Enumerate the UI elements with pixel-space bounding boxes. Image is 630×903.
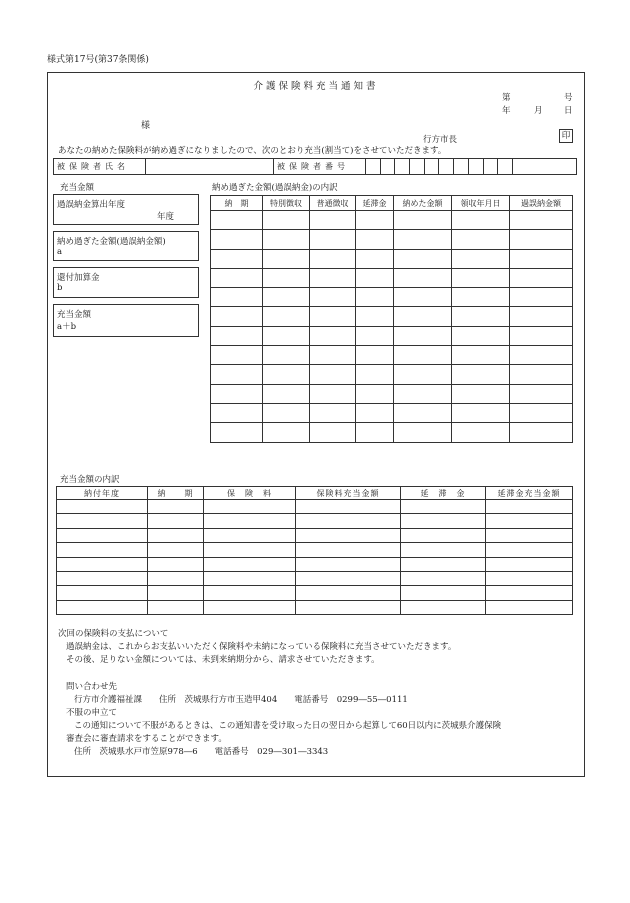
overpayment-heading: 納め過ぎた金額(過誤納金)の内訳 [212, 183, 338, 193]
notice-frame [47, 72, 585, 777]
overpayment-row [211, 268, 573, 287]
col-header: 領収年月日 [452, 196, 510, 211]
breakdown-cell[interactable] [296, 600, 401, 614]
overpayment-cell[interactable] [310, 423, 356, 442]
breakdown-cell[interactable] [57, 514, 148, 528]
number-go: 号 [564, 93, 573, 103]
col-header: 延滞金充当金額 [486, 487, 573, 500]
overpayment-cell[interactable] [263, 230, 310, 249]
col-header: 過誤納金額 [510, 196, 573, 211]
insured-number-digit[interactable] [366, 159, 381, 175]
date-month: 月 [534, 106, 543, 116]
breakdown-row [57, 586, 573, 600]
breakdown-cell[interactable] [486, 500, 573, 514]
breakdown-heading: 充当金額の内訳 [60, 475, 120, 485]
overpayment-cell[interactable] [510, 346, 573, 365]
overpayment-cell[interactable] [310, 307, 356, 326]
breakdown-cell[interactable] [204, 586, 296, 600]
insured-number-digit[interactable] [468, 159, 483, 175]
breakdown-row [57, 543, 573, 557]
insured-number-digit[interactable] [483, 159, 498, 175]
intro-text: あなたの納めた保険料が納め過ぎになりましたので、次のとおり充当(割当て)をさせていただきます。 [58, 146, 447, 156]
breakdown-cell[interactable] [148, 514, 204, 528]
overpayment-cell[interactable] [452, 403, 510, 422]
refund-addition-box [53, 267, 199, 298]
addressee-suffix: 様 [141, 121, 151, 131]
overpayment-row [211, 403, 573, 422]
overpayment-row [211, 423, 573, 442]
overpayment-table [210, 195, 573, 443]
overpayment-cell[interactable] [356, 346, 394, 365]
overpayment-cell[interactable] [310, 384, 356, 403]
overpayment-cell[interactable] [452, 346, 510, 365]
overpayment-cell[interactable] [310, 365, 356, 384]
breakdown-row [57, 500, 573, 514]
breakdown-cell[interactable] [204, 500, 296, 514]
breakdown-cell[interactable] [486, 600, 573, 614]
overpayment-cell[interactable] [452, 307, 510, 326]
breakdown-cell[interactable] [486, 528, 573, 542]
overpayment-cell[interactable] [510, 211, 573, 230]
overpayment-cell[interactable] [452, 423, 510, 442]
overpayment-cell[interactable] [310, 403, 356, 422]
form-id: 様式第17号(第37条関係) [47, 55, 149, 65]
breakdown-cell[interactable] [401, 500, 486, 514]
overpayment-cell[interactable] [263, 326, 310, 345]
overpaid-amount-box [53, 231, 199, 261]
seal-stamp: 印 [559, 129, 573, 143]
overpayment-cell[interactable] [452, 384, 510, 403]
overpayment-cell[interactable] [356, 268, 394, 287]
breakdown-cell[interactable] [296, 586, 401, 600]
overpayment-cell[interactable] [263, 307, 310, 326]
overpayment-row [211, 288, 573, 307]
breakdown-cell[interactable] [204, 514, 296, 528]
overpayment-cell[interactable] [211, 268, 263, 287]
overpayment-row [211, 230, 573, 249]
breakdown-row [57, 600, 573, 614]
contact-line: 行方市介護福祉課 住所 茨城県行方市玉造甲404 電話番号 0299―55―0111 [74, 695, 408, 705]
overpayment-cell[interactable] [263, 403, 310, 422]
overpayment-cell[interactable] [211, 365, 263, 384]
breakdown-cell[interactable] [296, 528, 401, 542]
overpayment-cell[interactable] [263, 288, 310, 307]
overpayment-cell[interactable] [356, 365, 394, 384]
overpayment-cell[interactable] [310, 211, 356, 230]
overpayment-cell[interactable] [394, 288, 452, 307]
insured-number-digit[interactable] [380, 159, 395, 175]
overpayment-cell[interactable] [263, 365, 310, 384]
overpayment-cell[interactable] [356, 384, 394, 403]
breakdown-cell[interactable] [57, 528, 148, 542]
col-header: 納 期 [211, 196, 263, 211]
overpayment-cell[interactable] [211, 326, 263, 345]
breakdown-cell[interactable] [148, 557, 204, 571]
allocation-total-formula: a＋b [57, 322, 77, 332]
calc-year-unit: 年度 [157, 212, 175, 222]
overpayment-cell[interactable] [356, 423, 394, 442]
overpayment-cell[interactable] [394, 268, 452, 287]
breakdown-cell[interactable] [296, 557, 401, 571]
breakdown-cell[interactable] [296, 514, 401, 528]
breakdown-cell[interactable] [401, 571, 486, 585]
overpayment-row [211, 211, 573, 230]
overpayment-cell[interactable] [211, 384, 263, 403]
allocation-total-box [53, 304, 199, 337]
overpayment-cell[interactable] [211, 288, 263, 307]
breakdown-cell[interactable] [148, 528, 204, 542]
overpayment-cell[interactable] [452, 211, 510, 230]
overpayment-cell[interactable] [263, 346, 310, 365]
next-payment-line: 過誤納金は、これからお支払いいただく保険料や未納になっている保険料に充当させていただきます。 [66, 642, 457, 652]
next-payment-notes [58, 628, 456, 667]
number-dai: 第 [502, 93, 511, 103]
allocation-total-label: 充当金額 [57, 310, 92, 320]
overpayment-cell[interactable] [394, 249, 452, 268]
breakdown-cell[interactable] [204, 571, 296, 585]
overpayment-cell[interactable] [394, 211, 452, 230]
insured-number-digit[interactable] [395, 159, 410, 175]
overpayment-cell[interactable] [310, 288, 356, 307]
overpayment-row [211, 249, 573, 268]
breakdown-cell[interactable] [486, 557, 573, 571]
breakdown-cell[interactable] [204, 557, 296, 571]
breakdown-cell[interactable] [296, 500, 401, 514]
contact-heading: 問い合わせ先 [66, 682, 118, 692]
breakdown-cell[interactable] [401, 600, 486, 614]
overpayment-cell[interactable] [510, 384, 573, 403]
breakdown-cell[interactable] [204, 543, 296, 557]
breakdown-cell[interactable] [296, 571, 401, 585]
overpayment-cell[interactable] [394, 403, 452, 422]
overpayment-cell[interactable] [211, 423, 263, 442]
col-header: 普通徴収 [310, 196, 356, 211]
overpayment-cell[interactable] [510, 288, 573, 307]
breakdown-cell[interactable] [401, 557, 486, 571]
overpayment-row [211, 365, 573, 384]
breakdown-cell[interactable] [296, 543, 401, 557]
insured-ident-table [53, 158, 577, 175]
overpayment-cell[interactable] [452, 249, 510, 268]
overpayment-cell[interactable] [356, 288, 394, 307]
refund-addition-label: 還付加算金 [57, 273, 100, 283]
breakdown-cell[interactable] [57, 500, 148, 514]
overpayment-cell[interactable] [394, 230, 452, 249]
overpayment-cell[interactable] [211, 230, 263, 249]
overpayment-cell[interactable] [310, 326, 356, 345]
overpayment-cell[interactable] [211, 403, 263, 422]
overpayment-cell[interactable] [356, 230, 394, 249]
insured-number-digit[interactable] [410, 159, 425, 175]
overpayment-row [211, 307, 573, 326]
breakdown-cell[interactable] [401, 528, 486, 542]
overpayment-cell[interactable] [510, 365, 573, 384]
date-year: 年 [502, 106, 511, 116]
col-header: 特別徴収 [263, 196, 310, 211]
allocation-amount-heading: 充当金額 [60, 183, 95, 193]
next-payment-line: その後、足りない金額については、未到来納期分から、請求させていただきます。 [66, 655, 380, 665]
breakdown-cell[interactable] [401, 543, 486, 557]
calc-year-box [53, 194, 199, 225]
overpayment-row [211, 326, 573, 345]
insured-name-field[interactable] [146, 159, 274, 175]
overpayment-cell[interactable] [452, 326, 510, 345]
overpaid-amount-label: 納め過ぎた金額(過誤納金額) [57, 237, 166, 247]
contact-notes [58, 681, 501, 759]
col-header: 保険料充当金額 [296, 487, 401, 500]
overpaid-amount-mark: a [57, 247, 63, 257]
breakdown-cell[interactable] [204, 600, 296, 614]
overpayment-cell[interactable] [211, 211, 263, 230]
overpayment-cell[interactable] [510, 423, 573, 442]
insured-number-digit[interactable] [454, 159, 469, 175]
overpayment-cell[interactable] [452, 365, 510, 384]
overpayment-cell[interactable] [510, 268, 573, 287]
insured-name-label: 被保険者氏名 [54, 159, 146, 175]
breakdown-cell[interactable] [57, 557, 148, 571]
page-title: 介護保険料充当通知書 [253, 81, 379, 92]
overpayment-cell[interactable] [510, 230, 573, 249]
calc-year-label: 過誤納金算出年度 [57, 200, 126, 210]
breakdown-cell[interactable] [148, 586, 204, 600]
date-day: 日 [564, 106, 573, 116]
overpayment-cell[interactable] [394, 346, 452, 365]
breakdown-row [57, 571, 573, 585]
breakdown-cell[interactable] [148, 543, 204, 557]
col-header: 納 期 [148, 487, 204, 500]
breakdown-row [57, 514, 573, 528]
breakdown-cell[interactable] [148, 600, 204, 614]
breakdown-cell[interactable] [148, 500, 204, 514]
breakdown-row [57, 528, 573, 542]
breakdown-cell[interactable] [57, 571, 148, 585]
col-header: 延滞金 [356, 196, 394, 211]
overpayment-cell[interactable] [394, 365, 452, 384]
overpayment-cell[interactable] [356, 403, 394, 422]
overpayment-cell[interactable] [452, 230, 510, 249]
breakdown-cell[interactable] [486, 571, 573, 585]
allocation-breakdown-table [56, 486, 573, 615]
col-header: 納めた金額 [394, 196, 452, 211]
insured-number-label: 被保険者番号 [274, 159, 366, 175]
refund-addition-mark: b [57, 283, 63, 293]
col-header: 保 険 料 [204, 487, 296, 500]
next-payment-heading: 次回の保険料の支払について [58, 629, 169, 639]
breakdown-cell[interactable] [204, 528, 296, 542]
overpayment-cell[interactable] [263, 384, 310, 403]
overpayment-cell[interactable] [310, 268, 356, 287]
overpayment-cell[interactable] [356, 326, 394, 345]
col-header: 納付年度 [57, 487, 148, 500]
insured-number-digit[interactable] [498, 159, 513, 175]
overpayment-cell[interactable] [356, 307, 394, 326]
overpayment-cell[interactable] [394, 384, 452, 403]
overpayment-cell[interactable] [211, 307, 263, 326]
overpayment-cell[interactable] [356, 249, 394, 268]
ident-blank-cell [512, 159, 576, 175]
overpayment-cell[interactable] [510, 326, 573, 345]
overpayment-cell[interactable] [394, 326, 452, 345]
insured-number-digit[interactable] [424, 159, 439, 175]
breakdown-cell[interactable] [486, 543, 573, 557]
overpayment-cell[interactable] [510, 403, 573, 422]
appeal-heading: 不服の申立て [66, 708, 118, 718]
overpayment-cell[interactable] [452, 268, 510, 287]
overpayment-row [211, 346, 573, 365]
breakdown-cell[interactable] [401, 586, 486, 600]
overpayment-cell[interactable] [263, 268, 310, 287]
appeal-line: 審査会に審査請求をすることができます。 [66, 734, 227, 744]
col-header: 延 滞 金 [401, 487, 486, 500]
overpayment-cell[interactable] [394, 423, 452, 442]
overpayment-cell[interactable] [263, 211, 310, 230]
breakdown-row [57, 557, 573, 571]
overpayment-cell[interactable] [310, 249, 356, 268]
mayor-label: 行方市長 [423, 135, 458, 145]
breakdown-cell[interactable] [401, 514, 486, 528]
overpayment-cell[interactable] [510, 249, 573, 268]
overpayment-cell[interactable] [211, 249, 263, 268]
overpayment-cell[interactable] [452, 288, 510, 307]
breakdown-cell[interactable] [57, 600, 148, 614]
breakdown-cell[interactable] [148, 571, 204, 585]
overpayment-cell[interactable] [310, 230, 356, 249]
insured-number-digit[interactable] [439, 159, 454, 175]
overpayment-cell[interactable] [211, 346, 263, 365]
appeal-line: この通知について不服があるときは、この通知書を受け取った日の翌日から起算して60日以内に茨城県介護保険 [74, 721, 502, 731]
overpayment-cell[interactable] [510, 307, 573, 326]
breakdown-cell[interactable] [486, 586, 573, 600]
overpayment-cell[interactable] [394, 307, 452, 326]
overpayment-cell[interactable] [310, 346, 356, 365]
breakdown-cell[interactable] [57, 543, 148, 557]
overpayment-cell[interactable] [356, 211, 394, 230]
breakdown-cell[interactable] [57, 586, 148, 600]
overpayment-cell[interactable] [263, 423, 310, 442]
breakdown-cell[interactable] [486, 514, 573, 528]
overpayment-row [211, 384, 573, 403]
overpayment-cell[interactable] [263, 249, 310, 268]
appeal-address: 住所 茨城県水戸市笠原978―6 電話番号 029―301―3343 [74, 747, 329, 757]
